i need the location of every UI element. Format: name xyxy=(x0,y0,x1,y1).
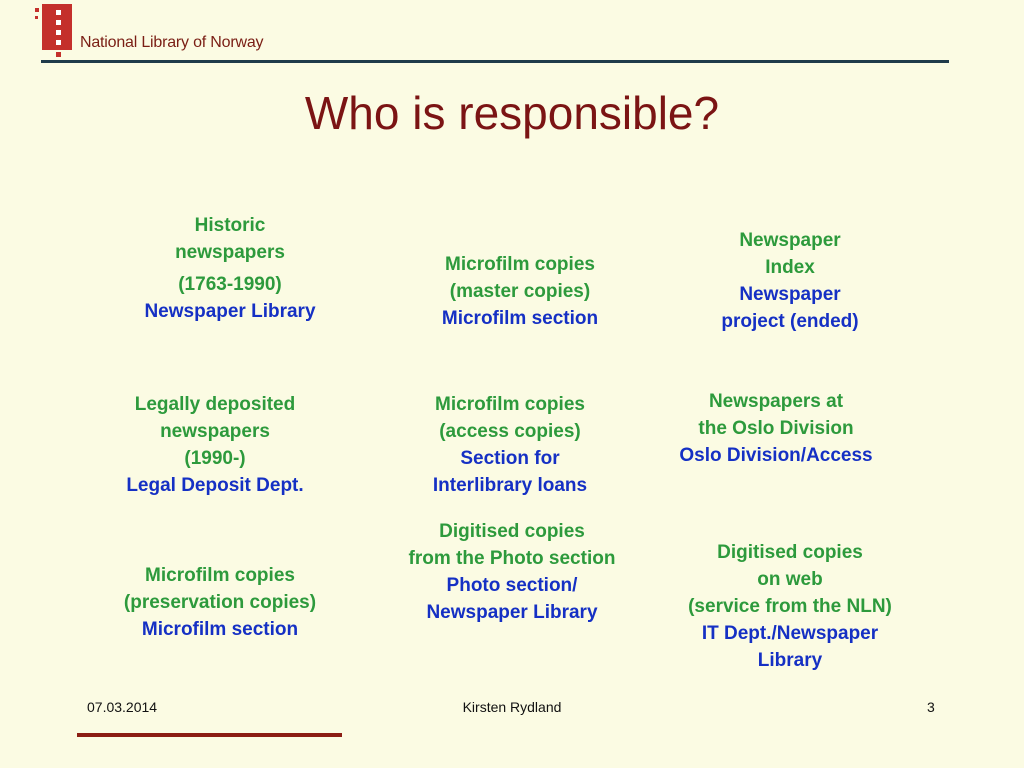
block-preservation-copies xyxy=(90,562,350,643)
block-line: Newspaper xyxy=(739,230,841,251)
block-line: (master copies) xyxy=(449,281,591,302)
block-dept: IT Dept./Newspaper xyxy=(701,623,879,644)
block-line: Digitised copies xyxy=(717,542,863,563)
block-line: (preservation copies) xyxy=(123,592,317,613)
footer-page-number: 3 xyxy=(927,699,935,715)
library-logo-icon xyxy=(34,2,74,58)
block-line: newspapers xyxy=(175,242,285,263)
logo-text: National Library of Norway xyxy=(80,34,264,51)
block-access-copies xyxy=(390,391,630,499)
block-line: (service from the NLN) xyxy=(688,596,892,617)
block-master-copies xyxy=(400,251,640,332)
block-dept: Photo section/ xyxy=(446,575,578,596)
block-photo-section xyxy=(372,518,652,626)
header-divider xyxy=(41,60,949,63)
footer-divider xyxy=(77,733,342,737)
block-dept: Oslo Division/Access xyxy=(679,445,873,466)
block-line: Legally deposited xyxy=(134,394,296,415)
block-line: newspapers xyxy=(160,421,270,442)
block-line: Digitised copies xyxy=(439,521,585,542)
block-web-copies xyxy=(650,539,930,674)
block-line: Microfilm copies xyxy=(145,565,295,586)
block-line: (1763-1990) xyxy=(178,274,282,295)
block-oslo-division xyxy=(646,388,906,469)
block-line: Microfilm copies xyxy=(435,394,585,415)
block-dept: Newspaper Library xyxy=(426,602,598,623)
block-line: from the Photo section xyxy=(408,548,616,569)
footer-author: Kirsten Rydland xyxy=(462,699,562,715)
block-line: (access copies) xyxy=(439,421,581,442)
block-dept: Microfilm section xyxy=(141,619,299,640)
block-legal-deposit xyxy=(95,391,335,499)
block-line: (1990-) xyxy=(184,448,246,469)
block-line: Newspapers at xyxy=(708,391,844,412)
block-dept: Legal Deposit Dept. xyxy=(126,475,304,496)
block-newspaper-index xyxy=(670,227,910,335)
block-line: the Oslo Division xyxy=(698,418,854,439)
block-historic-newspapers xyxy=(110,212,350,325)
slide-title: Who is responsible? xyxy=(304,87,720,139)
block-line: Microfilm copies xyxy=(445,254,595,275)
block-line: Index xyxy=(765,257,815,278)
footer-date: 07.03.2014 xyxy=(87,699,158,715)
block-dept: Interlibrary loans xyxy=(432,475,588,496)
block-dept: Microfilm section xyxy=(441,308,599,329)
block-dept: project (ended) xyxy=(721,311,859,332)
block-dept: Library xyxy=(757,650,823,671)
block-line: on web xyxy=(757,569,823,590)
block-line: Historic xyxy=(194,215,266,236)
block-dept: Newspaper Library xyxy=(144,301,316,322)
block-dept: Section for xyxy=(460,448,560,469)
block-dept: Newspaper xyxy=(739,284,841,305)
